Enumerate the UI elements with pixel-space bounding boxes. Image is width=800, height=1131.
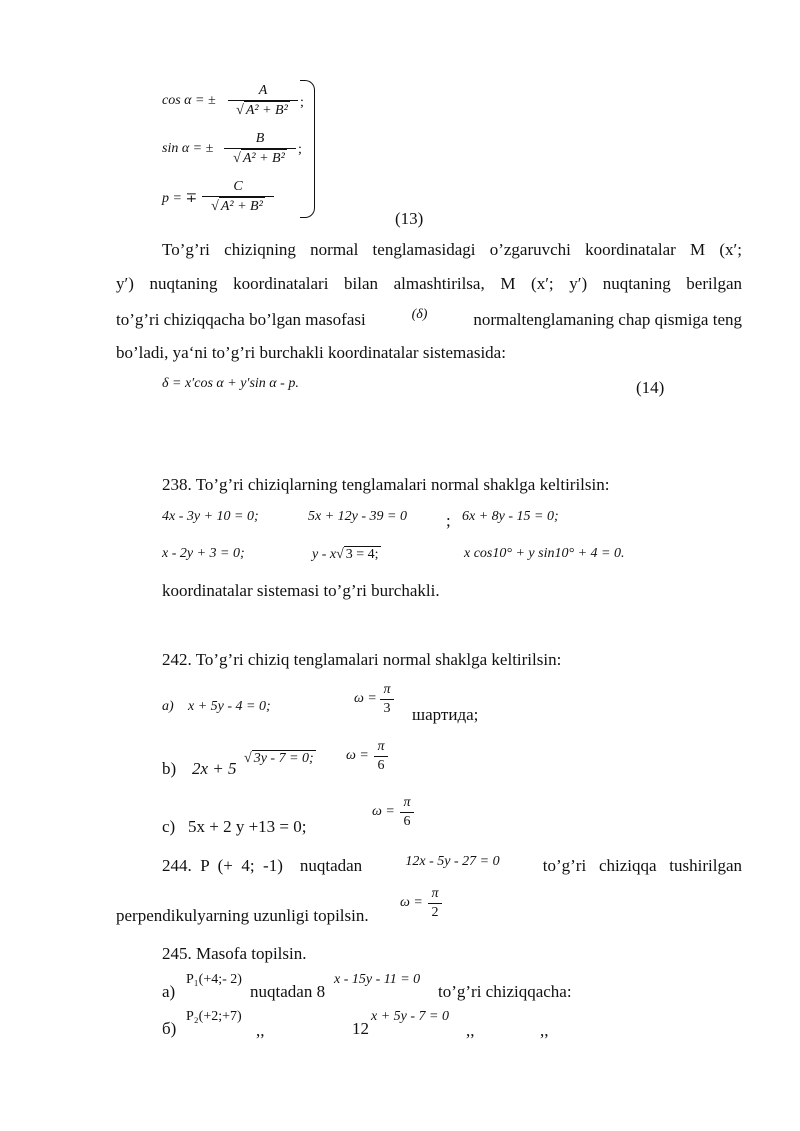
p242-a-label: a)	[162, 699, 174, 714]
p242-c-frac	[400, 794, 414, 831]
sin-semicolon: ;	[298, 142, 302, 157]
p245-a-mid: nuqtadan 8	[250, 982, 326, 1001]
p242-c-num: π	[403, 795, 411, 810]
p242-b-label: b)	[162, 759, 177, 778]
eq-238-5-radical: 3 = 4;	[345, 547, 379, 562]
para1-line2: y′) nuqtaning koordinatalari bilan almashtirilsa, M (x′; y′) nuqtaning berilgan	[116, 274, 742, 293]
p245-b-quote3: ,,	[540, 1021, 549, 1040]
p242-c-den: 6	[403, 814, 411, 829]
p245-b-quote1: ,,	[256, 1021, 265, 1040]
para1-line3b: normaltenglamaning chap qismiga teng	[473, 310, 742, 329]
problem-245-title: 245. Masofa topilsin.	[162, 944, 307, 963]
para1-line3a: to’g’ri chiziqqacha bo’lgan masofasi	[116, 310, 366, 329]
p244-line2: perpendikulyarning uzunligi topilsin.	[116, 906, 369, 925]
p242-b-num: π	[377, 739, 385, 754]
problem-238-title: 238. To’g’ri chiziqlarning tenglamalari normal shaklga keltirilsin:	[162, 475, 610, 494]
p244-frac	[428, 885, 442, 922]
p245-b-eq: x + 5y - 7 = 0	[371, 1009, 449, 1024]
sin-fraction: B √ A² + B²	[224, 130, 296, 168]
para1-line4: bo’ladi, ya‘ni to’g’ri burchakli koordinatalar sistemasida:	[116, 343, 506, 362]
p245-b-eq-coef: 12	[352, 1019, 369, 1038]
p244-equation: 12x - 5y - 27 = 0	[405, 854, 500, 869]
p244-intro: 244. P (+ 4; -1) nuqtadan	[162, 856, 363, 875]
eq13-number: (13)	[395, 209, 424, 228]
p242-a-den: 3	[383, 701, 391, 716]
p244-den: 2	[431, 905, 439, 920]
para1-line3	[116, 308, 742, 332]
eq-238-2-semicolon: ;	[446, 511, 451, 530]
p245-a-point: P₁(+4;- 2)	[186, 972, 242, 987]
p242-a-omega: ω =	[354, 691, 377, 706]
p242-b-radical: √ 3y - 7 = 0;	[244, 751, 314, 766]
cos-numerator: A	[258, 83, 268, 98]
sin-denominator: A² + B²	[242, 151, 285, 166]
p244-tail: to’g’ri chiziqqa tushirilgan	[542, 856, 742, 875]
sin-numerator: B	[255, 131, 265, 146]
para1-line1: To’g’ri chiziqning normal tenglamasidagi o’zgaruvchi koordinatalar M (x′;	[162, 240, 742, 259]
p242-a-frac	[380, 681, 394, 718]
eq-238-5: y - x√ 3 = 4;	[312, 547, 379, 562]
p242-c-eq: 5x + 2 y +13 = 0;	[188, 817, 307, 836]
p245-a-end: to’g’ri chiziqqacha:	[438, 982, 572, 1001]
p245-b-label: б)	[162, 1019, 177, 1038]
p244-num: π	[431, 886, 439, 901]
cos-semicolon: ;	[300, 95, 304, 110]
p242-a-word: шартида;	[412, 705, 479, 724]
eq-238-3: 6x + 8y - 15 = 0;	[462, 509, 559, 524]
p242-c-label: c)	[162, 817, 176, 836]
p-numerator: C	[233, 179, 243, 194]
p242-a-eq: x + 5y - 4 = 0;	[188, 699, 271, 714]
system-brace	[300, 80, 315, 218]
eq-238-5-left: y - x	[312, 547, 337, 562]
p-lhs: p = ∓	[162, 191, 198, 206]
eq-238-4: x - 2y + 3 = 0;	[162, 546, 245, 561]
p245-b-point: P₂(+2;+7)	[186, 1009, 242, 1024]
eq-238-2: 5x + 12y - 39 = 0	[308, 509, 407, 524]
p242-b-eq: 2x + 5	[192, 759, 237, 778]
p242-a-num: π	[383, 682, 391, 697]
eq-238-6: x cos10° + y sin10° + 4 = 0.	[464, 546, 625, 561]
p242-b-den: 6	[377, 758, 385, 773]
delta-symbol: (δ)	[411, 307, 428, 322]
p245-b-quote2: ,,	[466, 1021, 475, 1040]
p242-b-radicand: 3y - 7 = 0;	[253, 751, 314, 766]
p245-a-eq: x - 15y - 11 = 0	[334, 972, 421, 987]
p242-c-omega: ω =	[372, 804, 395, 819]
p244-line1	[162, 854, 742, 878]
problem-238-note: koordinatalar sistemasi to’g’ri burchakli.	[162, 581, 440, 600]
p245-a-label: a)	[162, 982, 176, 1001]
cos-lhs: cos α = ±	[162, 93, 216, 108]
p242-b-omega: ω =	[346, 748, 369, 763]
p244-omega: ω =	[400, 895, 423, 910]
eq14-formula: δ = x′cos α + y′sin α - p.	[162, 376, 299, 391]
problem-242-title: 242. To’g’ri chiziq tenglamalari normal shaklga keltirilsin:	[162, 650, 562, 669]
eq14-number: (14)	[636, 378, 665, 397]
cos-fraction: A √ A² + B²	[228, 82, 298, 120]
p-denominator: A² + B²	[220, 199, 263, 214]
sin-lhs: sin α = ±	[162, 141, 214, 156]
cos-denominator: A² + B²	[245, 103, 288, 118]
p242-b-frac	[374, 738, 388, 775]
p-fraction: C √ A² + B²	[202, 178, 274, 216]
eq-238-1: 4x - 3y + 10 = 0;	[162, 509, 259, 524]
